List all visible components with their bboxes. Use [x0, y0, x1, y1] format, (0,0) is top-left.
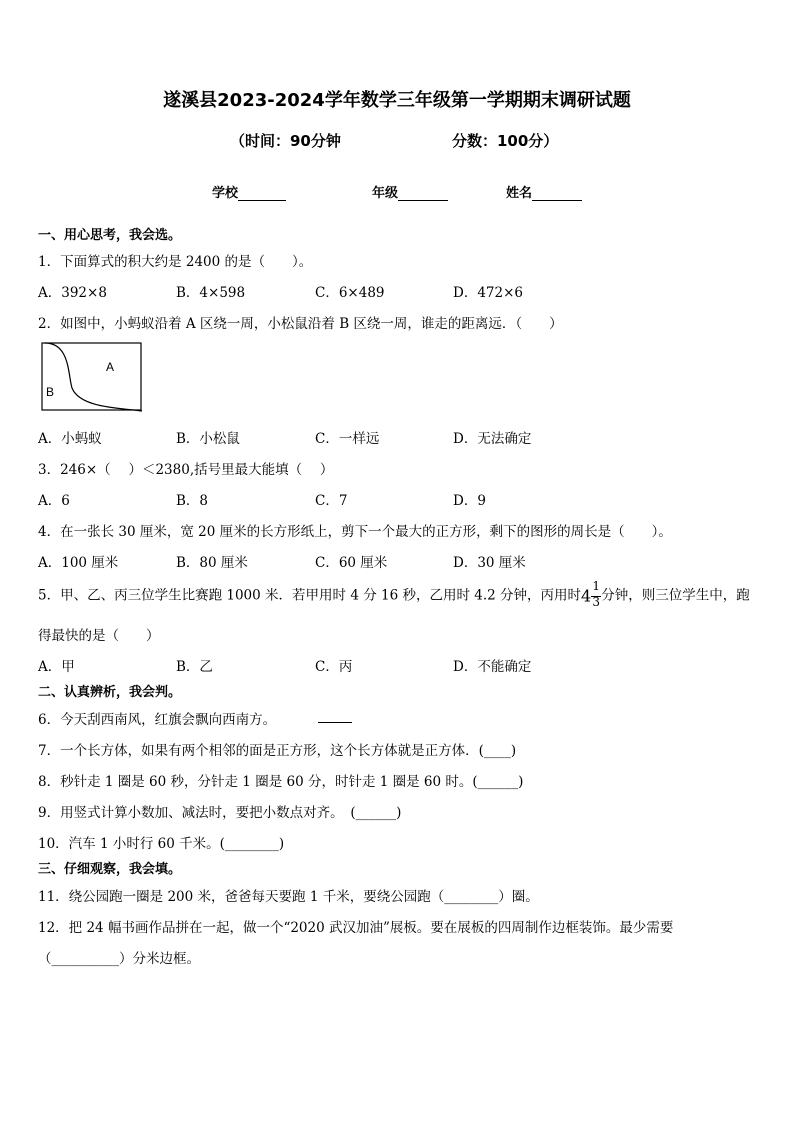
exam-score: 分数：100分）: [452, 132, 559, 150]
q5-option-b[interactable]: B．乙: [176, 659, 213, 675]
name-blank[interactable]: [532, 186, 582, 201]
question-9: 9．用竖式计算小数加、减法时，要把小数点对齐。 (______): [38, 805, 402, 821]
q5-option-d[interactable]: D．不能确定: [453, 659, 532, 675]
q3-option-a[interactable]: A．6: [38, 493, 70, 509]
q1-option-d[interactable]: D．472×6: [453, 285, 523, 301]
q4-option-d[interactable]: D．30 厘米: [453, 555, 526, 571]
question-5-line2: 得最快的是（ ）: [38, 628, 160, 644]
question-7: 7．一个长方体，如果有两个相邻的面是正方形，这个长方体就是正方体．(____): [38, 743, 517, 759]
q1-option-c[interactable]: C．6×489: [315, 285, 385, 301]
school-field: [212, 182, 286, 201]
grade-blank[interactable]: [398, 186, 448, 201]
q5-fraction-denominator: 3: [592, 595, 601, 609]
q5-mixed-whole: 4: [581, 586, 592, 606]
section-2-heading: 二、认真辨析，我会判。: [38, 685, 182, 700]
q2-option-b[interactable]: B．小松鼠: [176, 431, 240, 447]
page-title: 遂溪县2023-2024学年数学三年级第一学期期末调研试题: [163, 90, 631, 111]
question-4: 4．在一张长 30 厘米，宽 20 厘米的长方形纸上，剪下一个最大的正方形，剩下的图形的周长是（ ）。: [38, 524, 672, 540]
q5-text-before: 5．甲、乙、丙三位学生比赛跑 1000 米．若甲用时 4 分 16 秒，乙用时 4.2 分钟，丙用时: [38, 587, 582, 604]
q3-option-c[interactable]: C．7: [315, 493, 348, 509]
grade-field: [372, 182, 448, 201]
q5-text-after: 分钟，则三位学生中，跑: [601, 587, 750, 604]
name-field: [506, 182, 582, 201]
grade-label: 年级: [372, 186, 399, 201]
question-12: 12．把 24 幅书画作品拼在一起，做一个“2020 武汉加油”展板。要在展板的四周制作边框装饰。最少需要: [38, 920, 674, 936]
question-1: 1．下面算式的积大约是 2400 的是（ ）。: [38, 254, 313, 270]
name-label: 姓名: [506, 186, 533, 201]
q2-option-c[interactable]: C．一样远: [315, 431, 380, 447]
q2-figure: [40, 340, 146, 414]
section-1-heading: 一、用心思考，我会选。: [38, 228, 182, 243]
q2-option-a[interactable]: A．小蚂蚁: [38, 431, 102, 447]
q5-option-c[interactable]: C．丙: [315, 659, 353, 675]
question-2: 2．如图中，小蚂蚁沿着 A 区绕一周，小松鼠沿着 B 区绕一周，谁走的距离远．（ ）: [38, 316, 563, 332]
q3-option-b[interactable]: B．8: [176, 493, 209, 509]
question-8: 8．秒针走 1 圈是 60 秒，分针走 1 圈是 60 分，时针走 1 圈是 60 时。(______): [38, 774, 524, 790]
school-label: 学校: [212, 186, 239, 201]
q4-option-c[interactable]: C．60 厘米: [315, 555, 388, 571]
question-10: 10．汽车 1 小时行 60 千米。(________): [38, 836, 285, 852]
q6-answer-blank[interactable]: [318, 708, 352, 723]
question-12-line2: （__________）分米边框。: [38, 951, 200, 967]
question-6: 6．今天刮西南风，红旗会飘向西南方。: [38, 712, 277, 728]
question-11: 11．绕公园跑一圈是 200 米，爸爸每天要跑 1 千米，要绕公园跑（________）圈。: [38, 889, 539, 905]
q2-option-d[interactable]: D．无法确定: [453, 431, 532, 447]
school-blank[interactable]: [238, 186, 286, 201]
q5-fraction: [591, 581, 601, 611]
q5-fraction-numerator: 1: [592, 579, 601, 593]
q1-option-a[interactable]: A．392×8: [38, 285, 107, 301]
question-3: 3．246×（ ）＜2380,括号里最大能填（ ）: [38, 462, 334, 478]
q3-option-d[interactable]: D．9: [453, 493, 486, 509]
exam-time: （时间：90分钟: [230, 132, 341, 150]
q4-option-b[interactable]: B．80 厘米: [176, 555, 248, 571]
figure-label-a: A: [106, 360, 115, 374]
q5-option-a[interactable]: A．甲: [38, 659, 75, 675]
question-5: [38, 581, 750, 611]
q1-option-b[interactable]: B．4×598: [176, 285, 246, 301]
figure-label-b: B: [46, 385, 55, 399]
q4-option-a[interactable]: A．100 厘米: [38, 555, 119, 571]
section-3-heading: 三、仔细观察，我会填。: [38, 862, 182, 877]
